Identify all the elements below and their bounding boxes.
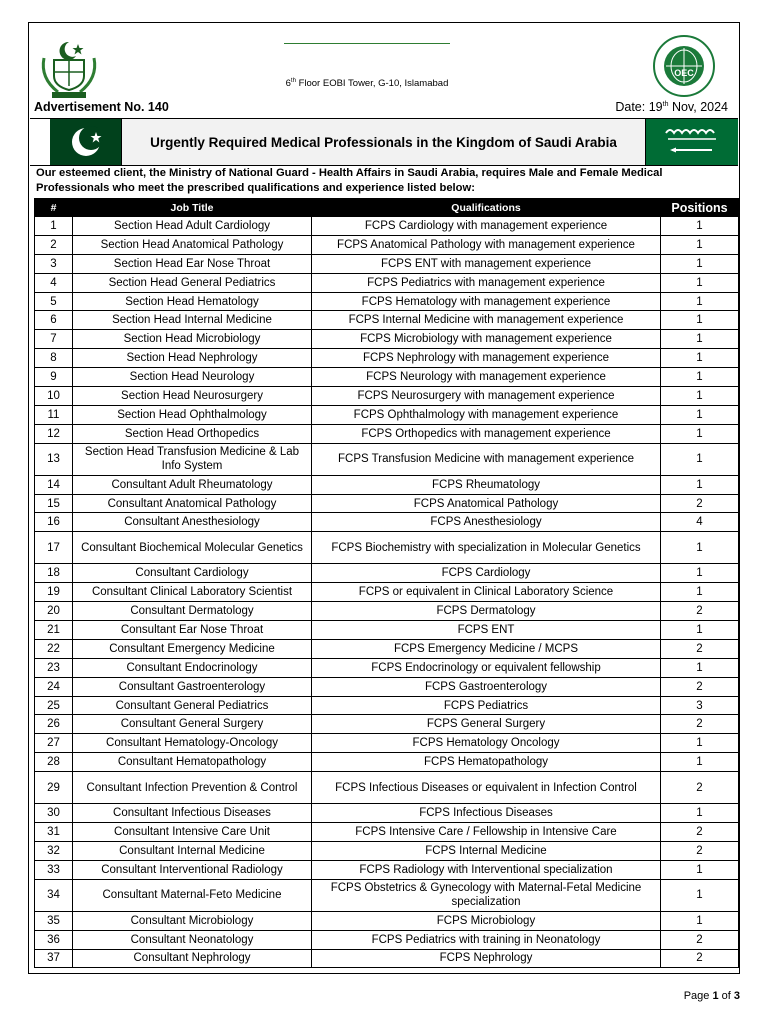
table-row: [35, 387, 739, 406]
positions-count: 1: [661, 879, 739, 911]
row-number: 10: [35, 387, 73, 406]
row-number: 22: [35, 639, 73, 658]
table-row: [35, 368, 739, 387]
row-number: 16: [35, 513, 73, 532]
qualification: FCPS Neurology with management experience: [312, 368, 661, 387]
job-title: Consultant Hematology-Oncology: [73, 734, 312, 753]
row-number: 29: [35, 772, 73, 804]
table-row: [35, 930, 739, 949]
row-number: 31: [35, 823, 73, 842]
row-number: 2: [35, 235, 73, 254]
job-title: Section Head Neurosurgery: [73, 387, 312, 406]
table-row: [35, 804, 739, 823]
qualification: FCPS Pediatrics with management experience: [312, 273, 661, 292]
job-title: Consultant Emergency Medicine: [73, 639, 312, 658]
row-number: 21: [35, 621, 73, 640]
qualification: FCPS Nephrology with management experience: [312, 349, 661, 368]
office-address: 6th Floor EOBI Tower, G-10, Islamabad: [285, 78, 449, 90]
positions-count: 1: [661, 330, 739, 349]
column-header-job-title: Job Title: [73, 199, 312, 217]
table-row: [35, 734, 739, 753]
positions-count: 2: [661, 930, 739, 949]
positions-count: 1: [661, 405, 739, 424]
qualification: FCPS Pediatrics with training in Neonatology: [312, 930, 661, 949]
job-title: Consultant Nephrology: [73, 949, 312, 968]
title-banner: [30, 118, 738, 166]
qualification: FCPS Endocrinology or equivalent fellowship: [312, 658, 661, 677]
table-row: [35, 443, 739, 475]
job-title: Consultant Intensive Care Unit: [73, 823, 312, 842]
job-title: Section Head Ophthalmology: [73, 405, 312, 424]
table-row: [35, 349, 739, 368]
positions-count: 1: [661, 254, 739, 273]
qualification: FCPS Dermatology: [312, 602, 661, 621]
table-row: [35, 621, 739, 640]
qualification: FCPS Infectious Diseases: [312, 804, 661, 823]
table-row: [35, 424, 739, 443]
pakistan-flag-icon: [30, 119, 122, 165]
qualification: FCPS Internal Medicine: [312, 841, 661, 860]
table-row: [35, 658, 739, 677]
saudi-flag-icon: [646, 119, 738, 165]
table-row: [35, 715, 739, 734]
qualification: FCPS Ophthalmology with management experience: [312, 405, 661, 424]
positions-count: 1: [661, 387, 739, 406]
job-title: Consultant Adult Rheumatology: [73, 475, 312, 494]
row-number: 5: [35, 292, 73, 311]
positions-count: 1: [661, 235, 739, 254]
job-title: Section Head Neurology: [73, 368, 312, 387]
qualification: FCPS Rheumatology: [312, 475, 661, 494]
row-number: 19: [35, 583, 73, 602]
job-title: Section Head Nephrology: [73, 349, 312, 368]
row-number: 23: [35, 658, 73, 677]
table-row: [35, 254, 739, 273]
positions-count: 2: [661, 715, 739, 734]
row-number: 24: [35, 677, 73, 696]
qualification: FCPS Microbiology: [312, 911, 661, 930]
row-number: 6: [35, 311, 73, 330]
table-row: [35, 494, 739, 513]
row-number: 25: [35, 696, 73, 715]
row-number: 7: [35, 330, 73, 349]
job-title: Consultant General Pediatrics: [73, 696, 312, 715]
advertisement-number: Advertisement No. 140: [34, 100, 169, 114]
job-title: Section Head General Pediatrics: [73, 273, 312, 292]
qualification: FCPS Nephrology: [312, 949, 661, 968]
row-number: 15: [35, 494, 73, 513]
table-header-row: [35, 199, 739, 217]
row-number: 14: [35, 475, 73, 494]
row-number: 12: [35, 424, 73, 443]
row-number: 1: [35, 217, 73, 236]
table-row: [35, 330, 739, 349]
table-row: [35, 911, 739, 930]
row-number: 8: [35, 349, 73, 368]
row-number: 28: [35, 753, 73, 772]
qualification: FCPS Intensive Care / Fellowship in Intensive Care: [312, 823, 661, 842]
positions-count: 1: [661, 860, 739, 879]
job-title: Section Head Internal Medicine: [73, 311, 312, 330]
qualification: FCPS Anatomical Pathology with management experience: [312, 235, 661, 254]
qualification: FCPS Neurosurgery with management experience: [312, 387, 661, 406]
row-number: 34: [35, 879, 73, 911]
positions-count: 2: [661, 602, 739, 621]
row-number: 26: [35, 715, 73, 734]
table-row: [35, 602, 739, 621]
qualification: FCPS Hematopathology: [312, 753, 661, 772]
job-title: Section Head Microbiology: [73, 330, 312, 349]
row-number: 20: [35, 602, 73, 621]
qualification: FCPS Gastroenterology: [312, 677, 661, 696]
qualification: FCPS Pediatrics: [312, 696, 661, 715]
qualification: FCPS Internal Medicine with management experience: [312, 311, 661, 330]
job-title: Consultant Gastroenterology: [73, 677, 312, 696]
table-row: [35, 513, 739, 532]
job-title: Section Head Hematology: [73, 292, 312, 311]
positions-count: 1: [661, 349, 739, 368]
qualification: FCPS Emergency Medicine / MCPS: [312, 639, 661, 658]
positions-count: 1: [661, 532, 739, 564]
qualification: FCPS Radiology with Interventional specialization: [312, 860, 661, 879]
table-row: [35, 217, 739, 236]
table-row: [35, 475, 739, 494]
positions-count: 1: [661, 621, 739, 640]
table-row: [35, 696, 739, 715]
row-number: 17: [35, 532, 73, 564]
row-number: 11: [35, 405, 73, 424]
positions-count: 2: [661, 639, 739, 658]
table-row: [35, 841, 739, 860]
column-header-positions: Positions: [661, 199, 739, 217]
job-title: Section Head Orthopedics: [73, 424, 312, 443]
row-number: 37: [35, 949, 73, 968]
table-row: [35, 583, 739, 602]
page-number: Page 1 of 3: [683, 990, 740, 1002]
qualification: FCPS Hematology Oncology: [312, 734, 661, 753]
qualification: FCPS Obstetrics & Gynecology with Maternal-Fetal Medicine specialization: [312, 879, 661, 911]
positions-count: 2: [661, 772, 739, 804]
qualification: FCPS Anatomical Pathology: [312, 494, 661, 513]
positions-count: 2: [661, 494, 739, 513]
positions-count: 1: [661, 368, 739, 387]
table-row: [35, 311, 739, 330]
oec-seal-icon: [652, 34, 716, 98]
qualification: FCPS Hematology with management experience: [312, 292, 661, 311]
banner-title: Urgently Required Medical Professionals in the Kingdom of Saudi Arabia: [122, 119, 646, 165]
table-row: [35, 564, 739, 583]
qualification: FCPS General Surgery: [312, 715, 661, 734]
qualification: FCPS or equivalent in Clinical Laboratory Science: [312, 583, 661, 602]
qualification: FCPS Infectious Diseases or equivalent in Infection Control: [312, 772, 661, 804]
qualification: FCPS Cardiology with management experience: [312, 217, 661, 236]
row-number: 18: [35, 564, 73, 583]
positions-count: 1: [661, 443, 739, 475]
positions-count: 2: [661, 677, 739, 696]
positions-count: 2: [661, 823, 739, 842]
positions-count: 1: [661, 273, 739, 292]
job-title: Consultant Internal Medicine: [73, 841, 312, 860]
qualification: FCPS ENT with management experience: [312, 254, 661, 273]
job-title: Consultant Anatomical Pathology: [73, 494, 312, 513]
table-row: [35, 639, 739, 658]
table-row: [35, 772, 739, 804]
table-row: [35, 879, 739, 911]
pakistan-emblem-icon: [38, 38, 100, 100]
table-row: [35, 823, 739, 842]
intro-text: Our esteemed client, the Ministry of National Guard - Health Affairs in Saudi Arabia, requires Male and Female Medical Professionals who meet the prescribed qualifications and experience listed below:: [36, 167, 663, 194]
table-row: [35, 753, 739, 772]
header-rule: [284, 43, 450, 44]
positions-count: 2: [661, 949, 739, 968]
row-number: 30: [35, 804, 73, 823]
job-title: Section Head Adult Cardiology: [73, 217, 312, 236]
row-number: 27: [35, 734, 73, 753]
positions-count: 1: [661, 475, 739, 494]
row-number: 3: [35, 254, 73, 273]
row-number: 36: [35, 930, 73, 949]
job-title: Consultant Cardiology: [73, 564, 312, 583]
table-row: [35, 292, 739, 311]
job-title: Consultant Hematopathology: [73, 753, 312, 772]
job-title: Consultant Microbiology: [73, 911, 312, 930]
positions-count: 3: [661, 696, 739, 715]
table-row: [35, 273, 739, 292]
job-title: Consultant Infectious Diseases: [73, 804, 312, 823]
job-title: Consultant Dermatology: [73, 602, 312, 621]
positions-count: 1: [661, 311, 739, 330]
row-number: 9: [35, 368, 73, 387]
job-title: Consultant Endocrinology: [73, 658, 312, 677]
qualification: FCPS Anesthesiology: [312, 513, 661, 532]
positions-count: 1: [661, 753, 739, 772]
positions-count: 1: [661, 564, 739, 583]
row-number: 35: [35, 911, 73, 930]
row-number: 33: [35, 860, 73, 879]
job-title: Consultant Neonatology: [73, 930, 312, 949]
positions-count: 1: [661, 911, 739, 930]
positions-count: 2: [661, 841, 739, 860]
job-title: Consultant Interventional Radiology: [73, 860, 312, 879]
column-header-number: #: [35, 199, 73, 217]
positions-table: [34, 198, 739, 968]
row-number: 32: [35, 841, 73, 860]
qualification: FCPS Cardiology: [312, 564, 661, 583]
job-title: Consultant Biochemical Molecular Genetics: [73, 532, 312, 564]
table-row: [35, 949, 739, 968]
positions-count: 4: [661, 513, 739, 532]
qualification: FCPS ENT: [312, 621, 661, 640]
qualification: FCPS Orthopedics with management experience: [312, 424, 661, 443]
positions-count: 1: [661, 734, 739, 753]
row-number: 4: [35, 273, 73, 292]
positions-count: 1: [661, 424, 739, 443]
table-row: [35, 532, 739, 564]
row-number: 13: [35, 443, 73, 475]
job-title: Section Head Anatomical Pathology: [73, 235, 312, 254]
qualification: FCPS Biochemistry with specialization in Molecular Genetics: [312, 532, 661, 564]
table-row: [35, 677, 739, 696]
job-title: Section Head Transfusion Medicine & Lab Info System: [73, 443, 312, 475]
positions-count: 1: [661, 804, 739, 823]
qualification: FCPS Microbiology with management experience: [312, 330, 661, 349]
job-title: Consultant Ear Nose Throat: [73, 621, 312, 640]
job-title: Section Head Ear Nose Throat: [73, 254, 312, 273]
advertisement-date: Date: 19th Nov, 2024: [615, 100, 728, 114]
qualification: FCPS Transfusion Medicine with management experience: [312, 443, 661, 475]
positions-count: 1: [661, 292, 739, 311]
column-header-qualifications: Qualifications: [312, 199, 661, 217]
table-row: [35, 860, 739, 879]
oec-seal-text: OEC: [674, 68, 694, 78]
positions-count: 1: [661, 583, 739, 602]
job-title: Consultant Infection Prevention & Control: [73, 772, 312, 804]
table-row: [35, 405, 739, 424]
job-title: Consultant General Surgery: [73, 715, 312, 734]
job-title: Consultant Anesthesiology: [73, 513, 312, 532]
table-row: [35, 235, 739, 254]
positions-count: 1: [661, 217, 739, 236]
positions-count: 1: [661, 658, 739, 677]
job-title: Consultant Clinical Laboratory Scientist: [73, 583, 312, 602]
job-title: Consultant Maternal-Feto Medicine: [73, 879, 312, 911]
